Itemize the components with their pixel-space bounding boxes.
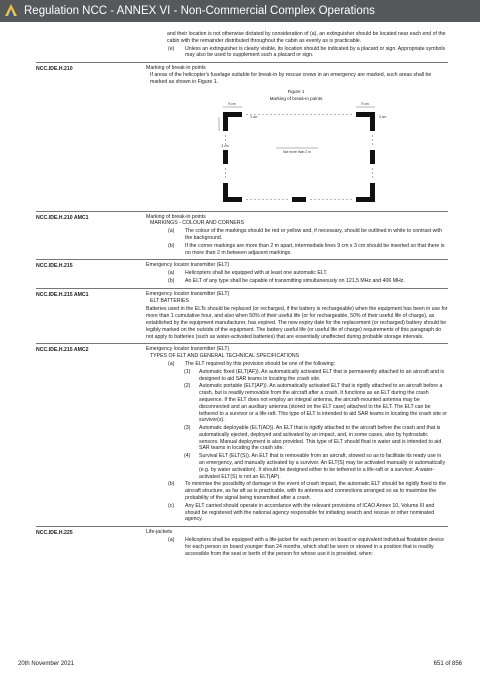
- item-text: Unless an extinguisher is clearly visible, its location should be indicated by a placard or sign. Appropriate symbols may also be used to supplement such a placard or sign.: [185, 45, 446, 59]
- section-ref: NCC.IDE.H.215 AMC1: [36, 291, 89, 298]
- section-subheading: MARKINGS - COLOUR AND CORNERS: [150, 220, 244, 227]
- subitem-label: (1): [184, 368, 191, 375]
- subitem-label: (4): [184, 453, 191, 460]
- list-item: [146, 481, 448, 501]
- sub-list-item: [146, 425, 448, 452]
- item-label: (a): [168, 537, 175, 544]
- section-heading: Life-jackets: [146, 529, 173, 536]
- item-label: (c): [168, 502, 175, 509]
- item-text: The ELT required by this provision should be one of the following:: [185, 360, 336, 367]
- item-label: (b): [168, 277, 175, 284]
- section-text: If areas of the helicopter's fuselage suitable for break-in by rescue crews in an emergency are marked, such areas shall be marked as shown in Figure 1.: [150, 71, 432, 85]
- list-item: [146, 278, 448, 285]
- item-text: To minimise the possibility of damage in the event of crash impact, the automatic ELT should be rigidly fixed to the aircraft structure, as far aft as is practicable, with its antenna and connections arranged so as to maximise the probability of the signal being transmitted after a crash.: [185, 481, 447, 502]
- list-item: [146, 270, 448, 277]
- corner-marking-top-left: [223, 112, 242, 131]
- dim-label-2m: Not more than 2 m: [282, 149, 312, 154]
- figure-title: Marking of break-in points: [269, 95, 323, 101]
- corner-marking-bottom-right: [356, 183, 375, 202]
- section-h215-amc2: [36, 344, 448, 527]
- item-text: Any ELT carried should operate in accordance with the relevant provisions of ICAO Annex 10, Volume III and should be registered with the national agency responsible for initiating search and rescue or other nominated agency.: [185, 502, 435, 523]
- footer-date: 20th November 2021: [18, 661, 75, 667]
- section-h210: [36, 63, 448, 211]
- list-item: [146, 243, 448, 257]
- subitem-text: Survival ELT (ELT(S)). An ELT that is removable from an aircraft, stowed so as to facilitate its ready use in an emergency, and manually activated by a survivor. An ELT(S) may be activated manually or automatically (e.g. by water activation). It should be designed either to be tethered to a life-raft or a survivor. A water-activated ELT(S) is not an ELT(AP).: [199, 453, 446, 480]
- section-heading: Marking of break-in points: [146, 213, 206, 220]
- section-subheading: ELT BATTERIES: [150, 297, 189, 304]
- item-label: (e): [168, 45, 175, 52]
- item-text: An ELT of any type shall be capable of transmitting simultaneously on 121,5 MHz and 406 MHz.: [185, 277, 405, 284]
- document-page: [36, 29, 448, 560]
- item-text: Helicopters shall be equipped with at least one automatic ELT.: [185, 270, 328, 277]
- section-text: Batteries used in the ELTs should be replaced (or recharged, if the battery is rechargeable) when the equipment has been in use for more than 1 cumulative hour, and also when 50% of their useful life (or for rechargeable, 50% of their useful life of charge), as established by the equipment manufacturer, has expired. The new expiry date for the replacement (or recharged) battery should be legibly marked on the outside of the equipment. The battery useful life (or useful life of charge) requirements of this paragraph do not apply to batteries (such as water-activated batteries) that are essentially unaffected during probable storage intervals.: [146, 306, 448, 340]
- subitem-text: Automatic portable (ELT(AP)). An automatically activated ELT that is rigidly attached to an aircraft before a crash, but is readily removable from the aircraft after a crash. It functions as an ELT during the crash sequence. If the ELT does not employ an integral antenna, the aircraft-mounted antenna may be disconnected and an auxiliary antenna (stored on the ELT case) attached to the ELT. The ELT can be tethered to a survivor or a life-raft. This type of ELT is intended to aid SAR teams in locating the crash site or survivor(s).: [199, 383, 447, 424]
- subitem-label: (3): [184, 425, 191, 432]
- figure-break-in-points: [146, 86, 448, 208]
- dim-label-9cm-right: 9 cm: [361, 101, 369, 106]
- section-h215: [36, 260, 448, 288]
- item-text: The colour of the markings should be red or yellow and, if necessary, should be outlined in white to contrast with the background.: [185, 228, 442, 241]
- sub-list-item: [146, 383, 448, 424]
- dim-label-3cm-top-right: 3 cm: [379, 114, 387, 119]
- document-title: Regulation NCC - ANNEX VI - Non-Commercial Complex Operations: [24, 5, 375, 17]
- section-heading: Emergency locator transmitter (ELT): [146, 346, 230, 353]
- dim-label-3cm-top-left: 3 cm: [250, 114, 258, 119]
- easa-logo-icon: [4, 3, 18, 18]
- item-label: (b): [168, 242, 175, 249]
- section-continuation: [36, 29, 448, 63]
- section-ref: NCC.IDE.H.215 AMC2: [36, 347, 89, 354]
- list-item: [146, 537, 448, 557]
- section-ref: NCC.IDE.H.210 AMC1: [36, 214, 89, 221]
- section-h210-amc1: [36, 212, 448, 261]
- item-label: (a): [168, 270, 175, 277]
- subitem-label: (2): [184, 383, 191, 390]
- list-item: [146, 46, 448, 60]
- list-item: [146, 361, 448, 368]
- intermediate-marking-bottom: [292, 197, 306, 202]
- footer-page-number: 651 of 856: [433, 661, 462, 667]
- figure-caption: Figure 1: [287, 88, 305, 94]
- section-heading: Emergency locator transmitter (ELT): [146, 262, 230, 269]
- header-banner: [0, 0, 480, 22]
- item-label: (a): [168, 228, 175, 235]
- intermediate-marking-right: [370, 150, 375, 164]
- dim-label-3cm-left: 3 cm: [221, 143, 229, 148]
- sub-list-item: [146, 369, 448, 383]
- item-label: (a): [168, 360, 175, 367]
- section-h215-amc1: [36, 289, 448, 345]
- section-heading: Emergency locator transmitter (ELT): [146, 290, 230, 297]
- section-heading: Marking of break-in points: [146, 65, 206, 72]
- section-h225: [36, 527, 448, 560]
- subitem-text: Automatic fixed (ELT(AF)). An automatically activated ELT that is permanently attached to an aircraft and is designed to aid SAR teams in locating the crash site.: [199, 368, 445, 382]
- subitem-text: Automatic deployable (ELT(AD)). An ELT that is rigidly attached to the aircraft before the crash and that is automatically ejected, deployed and activated by an impact, and, in some cases, also by hydrostatic sensors. Manual deployment is also provided. This type of ELT should float in water and is intended to aid SAR teams in locating the crash site.: [199, 425, 442, 452]
- list-item: [146, 228, 448, 242]
- continuation-text: and their location is not otherwise dictated by consideration of (a), an extinguisher should be located near each end of the cabin with the remainder distributed throughout the cabin as evenly as is practicable.: [167, 31, 446, 44]
- list-item: [146, 503, 448, 523]
- section-ref: NCC.IDE.H.210: [36, 66, 73, 73]
- dim-label-9cm-left: 9 cm: [228, 101, 236, 106]
- section-ref: NCC.IDE.H.215: [36, 263, 73, 270]
- intermediate-marking-left: [223, 150, 228, 164]
- section-ref: NCC.IDE.H.225: [36, 530, 73, 537]
- item-label: (b): [168, 481, 175, 488]
- item-text: Helicopters shall be equipped with a life-jacket for each person on board or equivalent individual floatation device for each person on board younger than 24 months, which shall be worn or stowed in a position that is readily accessible from the seat or berth of the person for whose use it is provided, when:: [185, 537, 444, 557]
- sub-list-item: [146, 453, 448, 480]
- break-in-diagram: [146, 86, 446, 208]
- section-subheading: TYPES OF ELT AND GENERAL TECHNICAL SPECIFICATIONS: [150, 353, 300, 360]
- item-text: If the corner markings are more than 2 m apart, intermediate lines 9 cm x 3 cm should be inserted so that there is no more than 2 m between adjacent markings.: [185, 242, 445, 256]
- corner-marking-top-right: [356, 112, 375, 131]
- corner-marking-bottom-left: [223, 183, 242, 202]
